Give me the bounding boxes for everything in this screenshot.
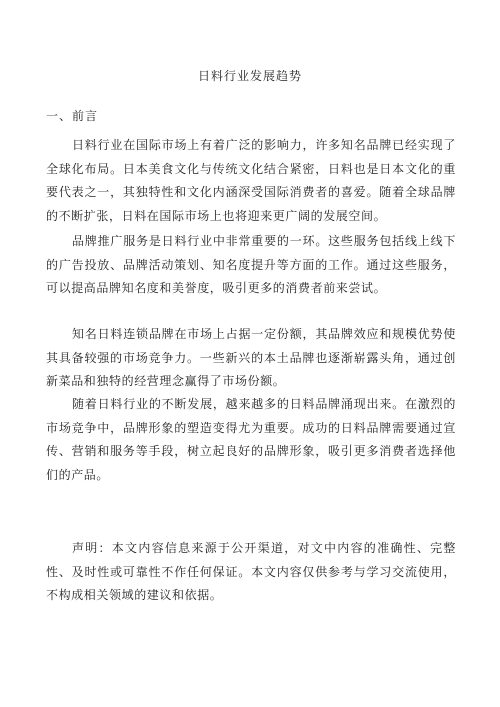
paragraph-brand-promotion: 品牌推广服务是日料行业中非常重要的一环。这些服务包括线上线下的广告投放、品牌活动策划、知名度提升等方面的工作。通过这些服务，可以提高品牌知名度和美誉度，吸引更多的消费者前来尝试。 (46, 234, 456, 295)
document-title: 日料行业发展趋势 (197, 69, 302, 83)
paragraph-intro: 日料行业在国际市场上有着广泛的影响力，许多知名品牌已经实现了全球化布局。日本美食文化与传统文化结合紧密，日料也是日本文化的重要代表之一，其独特性和文化内涵深受国际消费者的喜爱。随着全球品牌的不断扩张，日料在国际市场上也将迎来更广阔的发展空间。 (46, 138, 456, 223)
paragraph-brand-image: 随着日料行业的不断发展，越来越多的日料品牌涌现出来。在激烈的市场竞争中，品牌形象的塑造变得尤为重要。成功的日料品牌需要通过宣传、营销和服务等手段，树立起良好的品牌形象，吸引更多消费者选择他们的产品。 (46, 397, 456, 482)
section-heading: 一、前言 (46, 109, 99, 123)
paragraph-disclaimer: 声明：本文内容信息来源于公开渠道，对文中内容的准确性、完整性、及时性或可靠性不作任何保证。本文内容仅供参考与学习交流使用，不构成相关领域的建议和依据。 (46, 541, 456, 602)
paragraph-chain-brands: 知名日料连锁品牌在市场上占据一定份额，其品牌效应和规模优势使其具备较强的市场竞争力。一些新兴的本土品牌也逐渐崭露头角，通过创新菜品和独特的经营理念赢得了市场份额。 (46, 327, 456, 388)
